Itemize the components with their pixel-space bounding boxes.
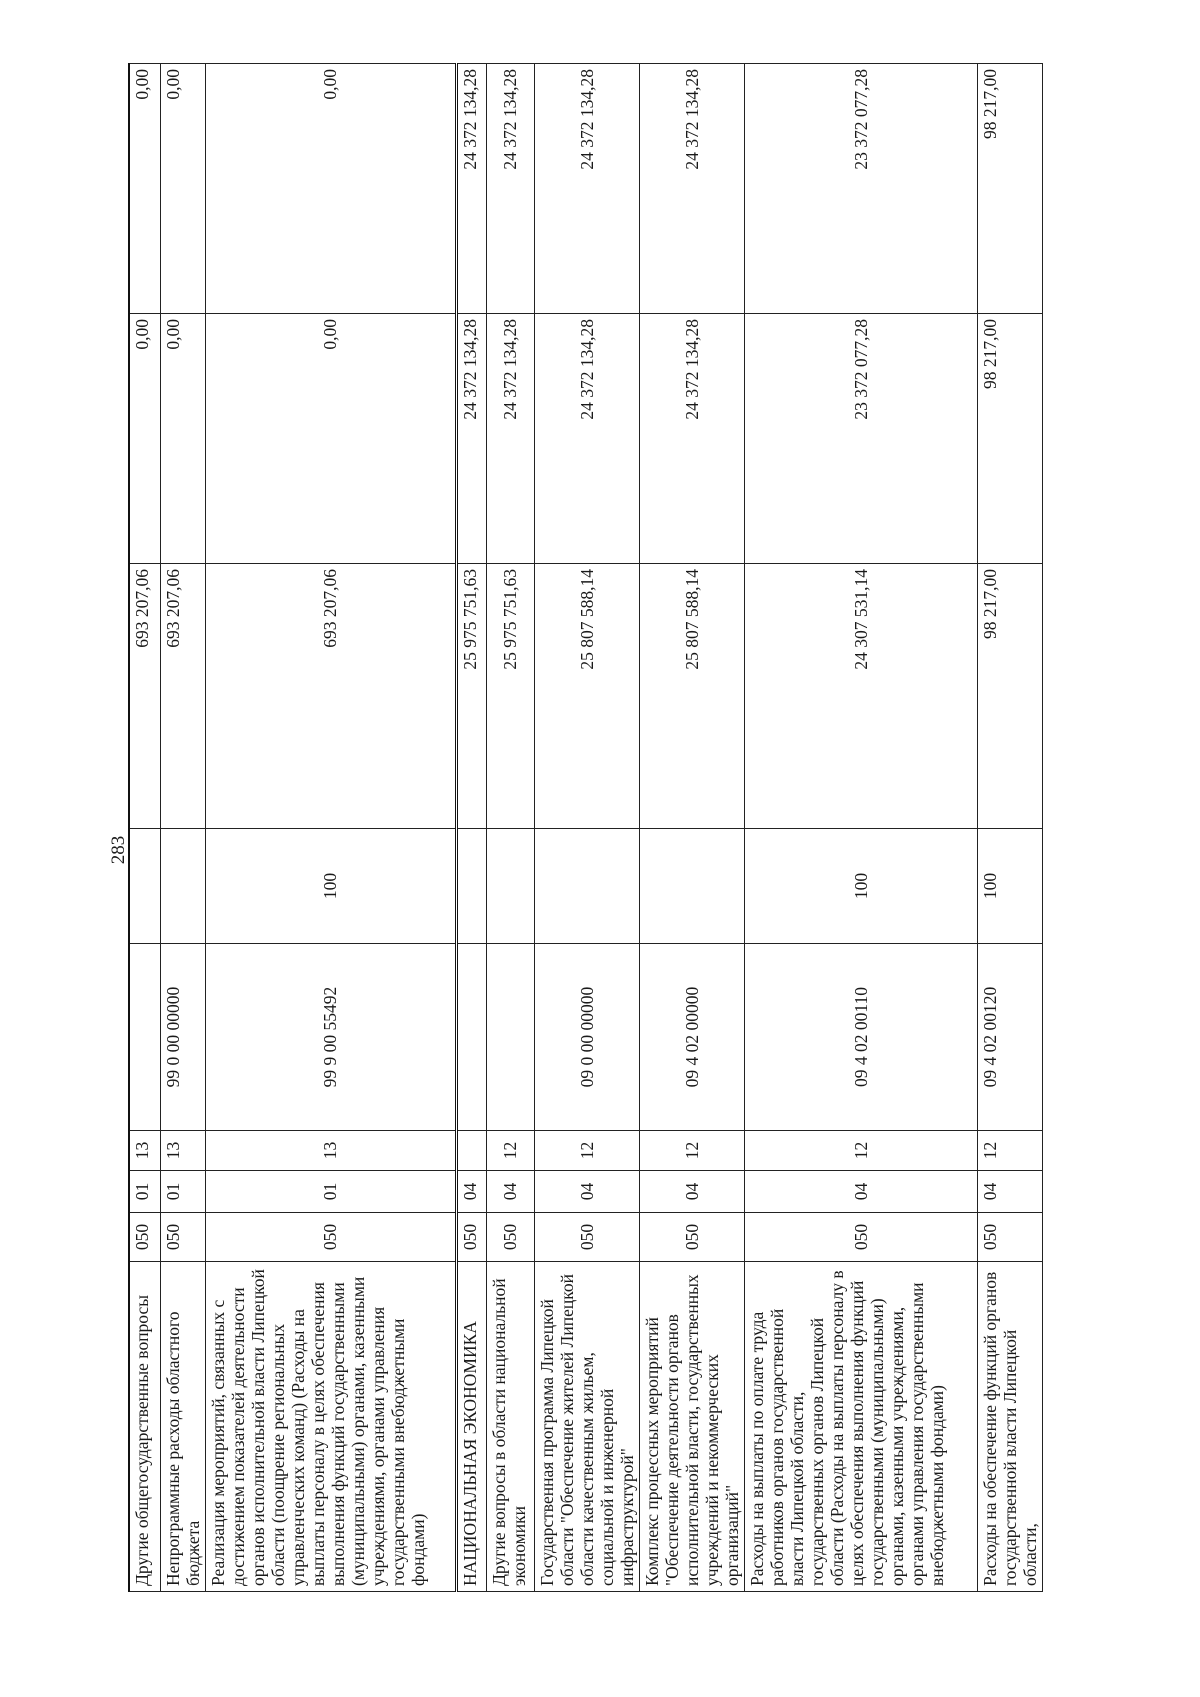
amount-1: 25 975 751,63 bbox=[486, 564, 534, 829]
admin-code: 050 bbox=[639, 1213, 744, 1262]
amount-2: 24 372 134,28 bbox=[486, 314, 534, 564]
subsection-code bbox=[456, 1131, 486, 1171]
target-code: 99 9 00 55492 bbox=[205, 944, 456, 1131]
table-row bbox=[160, 64, 205, 1592]
row-name: Другие вопросы в области национальной экономики bbox=[486, 1262, 534, 1592]
expense-type-code bbox=[486, 829, 534, 944]
admin-code: 050 bbox=[486, 1213, 534, 1262]
table-row bbox=[534, 64, 639, 1592]
admin-code: 050 bbox=[744, 1213, 977, 1262]
amount-3: 24 372 134,28 bbox=[486, 64, 534, 314]
subsection-code: 12 bbox=[744, 1131, 977, 1171]
budget-table bbox=[128, 63, 1043, 1592]
target-code: 09 4 02 00000 bbox=[639, 944, 744, 1131]
expense-type-code bbox=[129, 829, 160, 944]
amount-1: 24 307 531,14 bbox=[744, 564, 977, 829]
section-code: 04 bbox=[977, 1171, 1042, 1213]
admin-code: 050 bbox=[160, 1213, 205, 1262]
row-name: Другие общегосударственные вопросы bbox=[129, 1262, 160, 1592]
target-code: 09 4 02 00110 bbox=[744, 944, 977, 1131]
amount-2: 98 217,00 bbox=[977, 314, 1042, 564]
amount-3: 24 372 134,28 bbox=[534, 64, 639, 314]
table-row bbox=[129, 64, 160, 1592]
section-code: 04 bbox=[456, 1171, 486, 1213]
amount-1: 25 807 588,14 bbox=[639, 564, 744, 829]
section-code: 01 bbox=[205, 1171, 456, 1213]
rotated-table-container bbox=[128, 64, 1120, 1592]
row-name: Непрограммные расходы областного бюджета bbox=[160, 1262, 205, 1592]
subsection-code: 12 bbox=[977, 1131, 1042, 1171]
section-code: 04 bbox=[744, 1171, 977, 1213]
amount-3: 0,00 bbox=[129, 64, 160, 314]
subsection-code: 12 bbox=[639, 1131, 744, 1171]
row-name: Расходы на обеспечение функций органов государственной власти Липецкой области, bbox=[977, 1262, 1042, 1592]
row-name: Государственная программа Липецкой области "Обеспечение жителей Липецкой области качественным жильем, социальной и инженерной инфраструктурой" bbox=[534, 1262, 639, 1592]
row-name: Комплекс процессных мероприятий "Обеспечение деятельности органов исполнительной власти, государственных учреждений и некоммерческих организаций" bbox=[639, 1262, 744, 1592]
amount-2: 24 372 134,28 bbox=[534, 314, 639, 564]
admin-code: 050 bbox=[129, 1213, 160, 1262]
table-row bbox=[486, 64, 534, 1592]
admin-code: 050 bbox=[977, 1213, 1042, 1262]
subsection-code: 12 bbox=[486, 1131, 534, 1171]
amount-2: 23 372 077,28 bbox=[744, 314, 977, 564]
amount-1: 25 807 588,14 bbox=[534, 564, 639, 829]
subsection-code: 13 bbox=[129, 1131, 160, 1171]
amount-2: 0,00 bbox=[160, 314, 205, 564]
amount-2: 24 372 134,28 bbox=[639, 314, 744, 564]
target-code: 09 0 00 00000 bbox=[534, 944, 639, 1131]
amount-1: 693 207,06 bbox=[205, 564, 456, 829]
admin-code: 050 bbox=[456, 1213, 486, 1262]
page-number: 283 bbox=[108, 835, 129, 865]
admin-code: 050 bbox=[205, 1213, 456, 1262]
target-code bbox=[486, 944, 534, 1131]
table-row bbox=[744, 64, 977, 1592]
expense-type-code: 100 bbox=[744, 829, 977, 944]
table-row bbox=[639, 64, 744, 1592]
amount-3: 0,00 bbox=[160, 64, 205, 314]
amount-3: 24 372 134,28 bbox=[456, 64, 486, 314]
row-name: НАЦИОНАЛЬНАЯ ЭКОНОМИКА bbox=[456, 1262, 486, 1592]
amount-2: 0,00 bbox=[129, 314, 160, 564]
expense-type-code: 100 bbox=[977, 829, 1042, 944]
expense-type-code bbox=[456, 829, 486, 944]
amount-3: 24 372 134,28 bbox=[639, 64, 744, 314]
amount-1: 25 975 751,63 bbox=[456, 564, 486, 829]
amount-1: 693 207,06 bbox=[160, 564, 205, 829]
section-code: 04 bbox=[639, 1171, 744, 1213]
target-code: 09 4 02 00120 bbox=[977, 944, 1042, 1131]
table-row bbox=[205, 64, 456, 1592]
amount-2: 24 372 134,28 bbox=[456, 314, 486, 564]
amount-3: 0,00 bbox=[205, 64, 456, 314]
amount-3: 98 217,00 bbox=[977, 64, 1042, 314]
subsection-code: 12 bbox=[534, 1131, 639, 1171]
target-code: 99 0 00 00000 bbox=[160, 944, 205, 1131]
amount-3: 23 372 077,28 bbox=[744, 64, 977, 314]
expense-type-code: 100 bbox=[205, 829, 456, 944]
section-code: 04 bbox=[534, 1171, 639, 1213]
row-name: Реализация мероприятий, связанных с достижением показателей деятельности органов исполнительной власти Липецкой области (поощрение региональных управленческих команд) (Расходы на выплаты персоналу в целях обеспечения выполнения функций государственными (муниципальными) органами, казенными учреждениями, органами управления государственными внебюджетными фондами) bbox=[205, 1262, 456, 1592]
target-code bbox=[129, 944, 160, 1131]
subsection-code: 13 bbox=[160, 1131, 205, 1171]
target-code bbox=[456, 944, 486, 1131]
admin-code: 050 bbox=[534, 1213, 639, 1262]
amount-2: 0,00 bbox=[205, 314, 456, 564]
table-row bbox=[977, 64, 1042, 1592]
section-code: 01 bbox=[129, 1171, 160, 1213]
subsection-code: 13 bbox=[205, 1131, 456, 1171]
table-row bbox=[456, 64, 486, 1592]
expense-type-code bbox=[639, 829, 744, 944]
expense-type-code bbox=[160, 829, 205, 944]
row-name: Расходы на выплаты по оплате труда работников органов государственной власти Липецкой области, государственных органов Липецкой области (Расходы на выплаты персоналу в целях обеспечения выполнения функций государственными (муниципальными) органами, казенными учреждениями, органами управления государственными внебюджетными фондами) bbox=[744, 1262, 977, 1592]
section-code: 01 bbox=[160, 1171, 205, 1213]
amount-1: 98 217,00 bbox=[977, 564, 1042, 829]
amount-1: 693 207,06 bbox=[129, 564, 160, 829]
expense-type-code bbox=[534, 829, 639, 944]
section-code: 04 bbox=[486, 1171, 534, 1213]
